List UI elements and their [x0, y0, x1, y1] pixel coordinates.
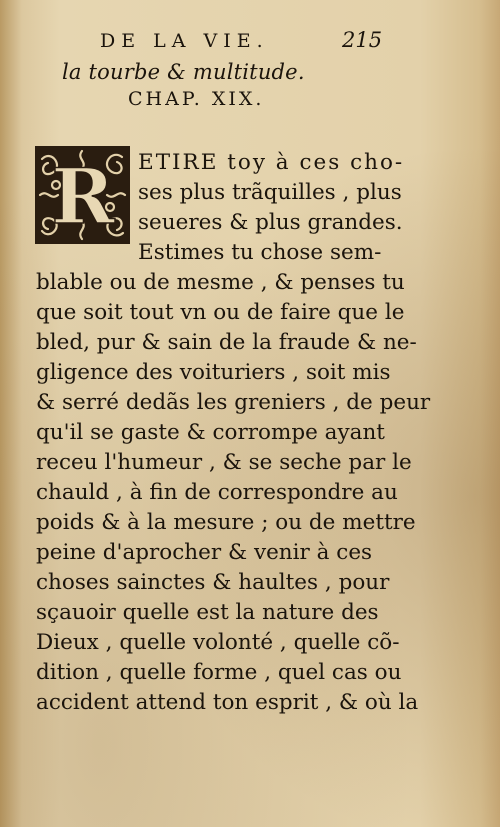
page-number: 215 [342, 28, 383, 52]
body-line: seueres & plus grandes. [138, 210, 403, 235]
decorated-initial-icon [34, 145, 131, 245]
body-line: poids & à la mesure ; ou de mettre [36, 510, 416, 535]
body-line: Dieux , quelle volonté , quelle cõ- [36, 630, 400, 655]
body-line: bled, pur & sain de la fraude & ne- [36, 330, 417, 355]
body-line: sçauoir quelle est la nature des [36, 600, 379, 625]
body-line: receu l'humeur , & se seche par le [36, 450, 412, 475]
body-line: choses sainctes & haultes , pour [36, 570, 390, 595]
running-head: DE LA VIE. [100, 30, 269, 52]
initial-letter: R [51, 152, 115, 241]
chapter-heading: CHAP. XIX. [128, 88, 265, 110]
body-line: que soit tout vn ou de faire que le [36, 300, 405, 325]
body-line: dition , quelle forme , quel cas ou [36, 660, 402, 685]
body-line: blable ou de mesme , & penses tu [36, 270, 405, 295]
body-line: ses plus trãquilles , plus [138, 180, 402, 205]
body-line: qu'il se gaste & corrompe ayant [36, 420, 385, 445]
body-line: chauld , à fin de correspondre au [36, 480, 398, 505]
body-line: peine d'aprocher & venir à ces [36, 540, 373, 565]
margin-note: la tourbe & multitude. [62, 60, 305, 84]
body-line: Estimes tu chose sem- [138, 240, 382, 265]
body-line: gligence des voituriers , soit mis [36, 360, 391, 385]
body-line: ETIRE toy à ces cho- [138, 150, 405, 175]
body-line: accident attend ton esprit , & où la [36, 690, 419, 715]
body-line: & serré dedãs les greniers , de peur [36, 390, 431, 415]
